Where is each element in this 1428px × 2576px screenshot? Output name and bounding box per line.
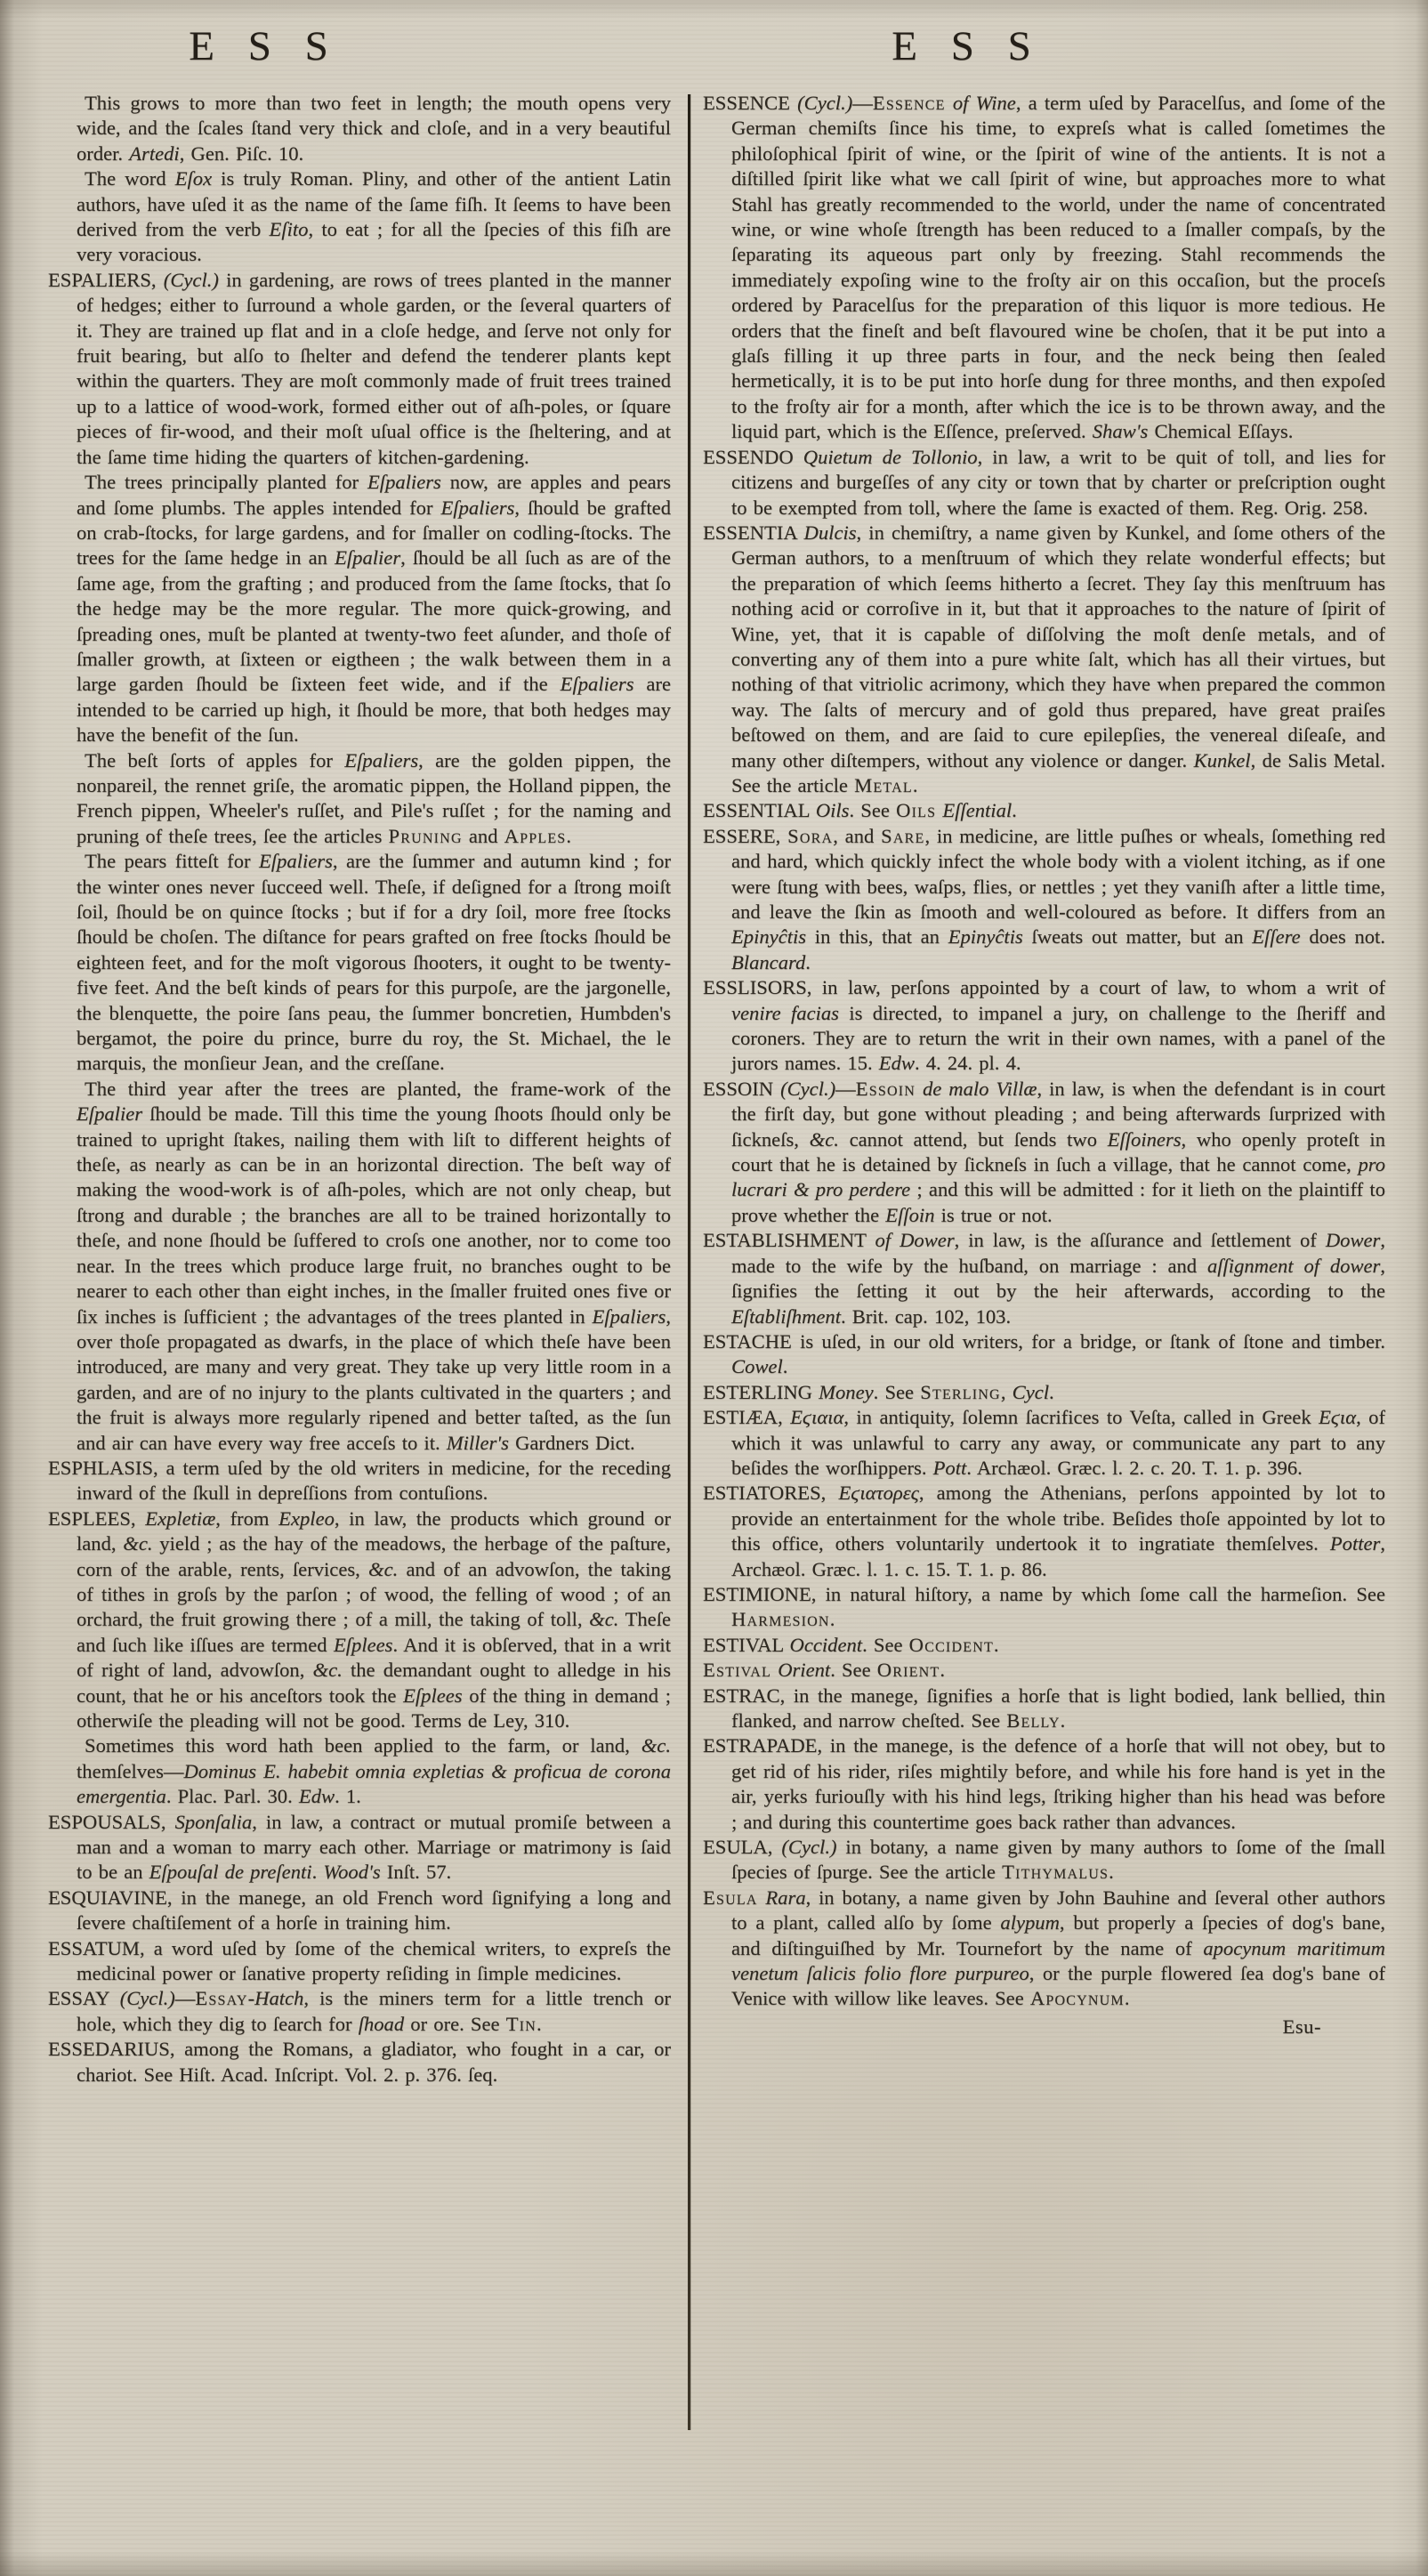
entry-esquiavine	[48, 1886, 671, 1936]
text-segment: , or the purple flowered ſea dog's bane of Venice with willow like leaves. See	[731, 1962, 1385, 2010]
italic-text: ſhoad	[358, 2012, 405, 2035]
text-segment: , are the ſummer and autumn kind ; for the winter ones never ſucceed well. Theſe, if deſigned for a ſtrong moiſt ſoil, ſhould be on quince ſtocks ; but if for a dry ſoil, more free ſtocks ſhould be choſen. The diſtance for pears grafted on free ſtocks ſhould be eighteen feet, and for the moſt vigorous ſhooters, it ought to be twenty-five feet. And the beſt kinds of pears for this purpoſe, are the jargonelle, the blenquette, the poire ſans peau, the ſummer boncretien, Humbden's bergamot, the poire du prince, burre du roy, the St. Michael, the le marquis, the monſieur Jean, and the creſſane.	[77, 850, 671, 1075]
text-segment: Esu-	[1282, 2015, 1321, 2038]
text-segment: ESULA,	[703, 1836, 782, 1859]
paragraph-esplees-farm	[48, 1733, 671, 1809]
italic-text: Shaw's	[1092, 420, 1149, 443]
smallcaps-text: Pruning	[388, 824, 463, 847]
text-segment: and of an advowſon, the taking of tithes in groſs by the parſon ; of wood, the felling of wood ; of an orchard, the fruit growing there ; of a mill, the taking of toll,	[77, 1557, 671, 1631]
entry-essence	[703, 91, 1385, 445]
italic-text: Eſpaliers	[367, 471, 441, 494]
italic-text: of Wine	[952, 92, 1016, 114]
text-segment: .	[782, 1355, 788, 1378]
text-segment: . 4. 24. pl. 4.	[914, 1052, 1021, 1075]
text-segment: Inſt. 57.	[380, 1861, 452, 1884]
entry-estival-orient	[703, 1658, 1385, 1683]
italic-text: &c.	[641, 1734, 671, 1757]
text-segment: , in antiquity, ſolemn ſacrifices to Veſta, called in Greek	[843, 1406, 1319, 1429]
text-segment: . 1.	[335, 1785, 361, 1808]
text-segment: -	[247, 1987, 255, 2010]
italic-text: (Cycl.)	[797, 92, 853, 114]
entry-essedarius	[48, 2037, 671, 2087]
text-segment: ESTACHE is uſed, in our old writers, for a bridge, or ſtank of ſtone and timber.	[703, 1329, 1385, 1353]
italic-text: Dower	[1325, 1229, 1381, 1252]
text-segment: .	[829, 1608, 835, 1631]
text-segment: The word	[85, 167, 175, 190]
text-segment: .	[940, 1659, 946, 1682]
text-segment: —	[174, 1987, 196, 2010]
paragraph-esox-etymology	[48, 166, 671, 268]
text-segment: .	[1060, 1709, 1066, 1732]
italic-text: (Cycl.)	[119, 1987, 175, 2010]
text-segment: in botany, a name given by many authors to ſome of the ſmall ſpecies of ſpurge. See the article	[731, 1836, 1385, 1884]
italic-text: &c.	[589, 1608, 619, 1631]
text-segment: .	[311, 1861, 324, 1884]
text-segment: , in law, is when the defendant is in court the firſt day, but gone without pleading ; and being afterwards ſurprized with ſickneſs,	[731, 1077, 1385, 1151]
entry-essoin	[703, 1077, 1385, 1228]
entry-esphlasis	[48, 1456, 671, 1506]
text-segment: is directed, to impanel a jury, on challenge to the ſheriff and coroners. They are to return the writ in their own names, with a panel of the jurors names. 15.	[731, 1001, 1385, 1075]
text-segment: ESTABLISHMENT	[703, 1229, 875, 1252]
text-segment: This grows to more than two feet in length; the mouth opens very wide, and the ſcales ſtand very thick and cloſe, and in a very beautiful order.	[77, 92, 671, 165]
italic-text: aſſignment of dower	[1206, 1254, 1381, 1277]
text-segment: , ſignifies the ſetting it out by the heir afterwards, according to the	[731, 1254, 1385, 1303]
italic-text: Rara	[765, 1886, 806, 1909]
entry-essendo	[703, 445, 1385, 521]
text-segment: ESPALIERS,	[48, 268, 164, 291]
italic-text: Dulcis	[803, 521, 857, 544]
paragraph-esox-description	[48, 91, 671, 166]
italic-text: Hatch	[254, 1987, 304, 2010]
text-segment: ſhould be made. Till this time the young ſhoots ſhould only be trained to upright ſtakes, nailing them with liſt to different heights of theſe, as nearly as can be in an horizontal direction. The beſt way of making the wood-work is of aſh-poles, which are not only cheap, but ſtrong and durable ; the branches are all to be trained horizontally to theſe, and none ſhould be ſuffered to croſs one another, nor to come too near. In the trees which produce large fruit, no branches ought to be nearer to each other than eight inches, in the ſmaller fruited ones five or ſix inches is ſufficient ; the advantages of the trees planted in	[77, 1102, 671, 1328]
text-segment: ESPLEES,	[48, 1506, 146, 1530]
text-segment: ESSOIN	[703, 1077, 781, 1100]
italic-text: Eſpaliers	[440, 496, 515, 519]
text-segment: ſweats out matter, but an	[1022, 925, 1253, 949]
text-segment: ESSENTIA	[703, 521, 804, 544]
italic-text: Expleo	[278, 1506, 335, 1530]
smallcaps-text: Metal	[854, 773, 913, 796]
text-segment: does not.	[1300, 925, 1385, 949]
entry-essential	[703, 798, 1385, 823]
text-segment: . And it is obſerved, that in a writ of right of land, advowſon,	[77, 1633, 671, 1682]
text-segment: ESSENCE	[703, 92, 798, 114]
smallcaps-text: Essence	[872, 92, 946, 114]
text-segment: ESSAY	[48, 1987, 120, 2010]
text-segment: ESTIVAL	[703, 1633, 790, 1656]
text-segment: ESSLISORS, in law, perſons appointed by a court of law, to whom a writ of	[703, 976, 1385, 999]
smallcaps-text: Tin	[505, 2012, 537, 2035]
text-segment: is truly Roman. Pliny, and other of the antient Latin authors, have uſed it as the name of the ſame fiſh. It ſeems to have been derived from the verb	[77, 167, 671, 241]
paragraph-espaliers-trees	[48, 470, 671, 747]
text-segment: , Archæol. Græc. l. 1. c. 15. T. 1. p. 86.	[731, 1532, 1385, 1580]
italic-text: Edw	[298, 1785, 335, 1808]
text-segment	[916, 1078, 923, 1100]
italic-text: venire facias	[731, 1001, 839, 1024]
italic-text: Eſſoin	[885, 1203, 935, 1226]
italic-text: Quietum de Tollonio	[803, 445, 978, 468]
entry-esterling	[703, 1380, 1385, 1405]
text-segment: ESPHLASIS, a term uſed by the old writers in medicine, for the receding inward of the ſkull in depreſſions from contuſions.	[48, 1456, 671, 1505]
text-segment: ESSATUM, a word uſed by ſome of the chemical writers, to expreſs the medicinal power or ſanative property reſiding in ſimple medicines.	[48, 1936, 671, 1985]
text-segment: ESTRAPADE, in the manege, is the defence of a horſe that will not obey, but to get rid of his rider, riſes mightily before, and while his fore hand is yet in the air, yerks furiouſly with his hind legs, ſtriking higher than his head was before ; and during this countertime goes back rather than advances.	[703, 1734, 1385, 1833]
entry-essere	[703, 824, 1385, 975]
italic-text: Eſſential	[942, 799, 1013, 822]
italic-text: Epinyĉtis	[948, 925, 1023, 949]
italic-text: Eſpaliers	[592, 1304, 666, 1328]
italic-text: &c.	[809, 1127, 839, 1151]
text-segment: ESQUIAVINE, in the manege, an old French word ſignifying a long and ſevere chaſtiſement of a horſe in training him.	[48, 1886, 671, 1934]
text-segment: or ore. See	[404, 2012, 506, 2035]
smallcaps-text: Oils	[896, 799, 937, 822]
italic-text: Εϛιατορες	[838, 1482, 919, 1505]
smallcaps-text: Sterling	[920, 1380, 1001, 1403]
text-segment: , to eat ; for all the ſpecies of this fiſh are very voracious.	[77, 218, 671, 266]
text-segment: , from	[215, 1506, 279, 1530]
italic-text: of Dower	[875, 1229, 955, 1252]
italic-text: Pott	[932, 1456, 967, 1479]
smallcaps-text: Belly	[1006, 1709, 1061, 1732]
running-heads	[48, 21, 1385, 78]
italic-text: alypum	[1000, 1911, 1060, 1934]
entry-estrapade	[703, 1733, 1385, 1835]
text-segment: , in medicine, are little puſhes or wheals, ſomething red and hard, which quickly infect the whole body with a violent itching, as if one were ſtung with bees, waſps, flies, or nettles ; yet they vaniſh after a little time, and leave the ſkin as ſmooth and well-coloured as before. It differs from an	[731, 824, 1385, 923]
italic-text: Eſpaliers	[560, 673, 634, 696]
text-segment: , but properly a ſpecies of dog's bane, and diſtinguiſhed by Mr. Tournefort by the name of	[731, 1911, 1385, 1959]
italic-text: Oils	[815, 799, 850, 822]
text-segment: . Brit. cap. 102, 103.	[841, 1304, 1012, 1328]
italic-text: &c.	[312, 1659, 343, 1682]
text-segment: are intended to be carried up high, it ſhould be more, that both hedges may have the benefit of the ſun.	[77, 673, 672, 747]
entry-esslisors	[703, 975, 1385, 1077]
italic-text: (Cycl.)	[163, 268, 219, 291]
entry-estache	[703, 1329, 1385, 1380]
text-segment: ESSENDO	[703, 445, 803, 468]
italic-text: de malo Villæ	[923, 1077, 1037, 1100]
italic-text: Potter	[1329, 1532, 1381, 1555]
italic-text: Cycl	[1012, 1380, 1050, 1403]
text-segment: of the thing in demand ; otherwiſe the pleading will not be good. Terms de Ley, 310.	[77, 1684, 671, 1732]
smallcaps-text: Essay	[195, 1987, 248, 2010]
italic-text: Occident	[789, 1633, 863, 1656]
text-segment: . Archæol. Græc. l. 2. c. 20. T. 1. p. 396.	[966, 1456, 1303, 1479]
italic-text: Eſplees	[333, 1633, 393, 1656]
italic-text: &c.	[368, 1557, 399, 1580]
paragraph-espaliers-apples	[48, 748, 671, 850]
text-segment: ESTERLING	[703, 1380, 819, 1403]
smallcaps-text: Tithymalus	[1002, 1861, 1109, 1884]
italic-text: Wood's	[323, 1861, 381, 1884]
text-columns	[48, 91, 1385, 2430]
text-segment: is true or not.	[934, 1203, 1053, 1226]
text-segment: , are the golden pippen, the nonpareil, the rennet griſe, the aromatic pippen, the Holland pippen, the French pippen, Wheeler's ruſſet, and Pile's ruſſet ; for the naming and pruning of theſe trees, ſee the articles	[77, 748, 672, 847]
text-segment: , among the Athenians, perſons appointed by lot to provide an entertainment for the whole tribe. Beſides thoſe appointed by lot to this office, others voluntarily undertook it to ingratiate themſelves.	[731, 1482, 1385, 1555]
smallcaps-text: Apples	[504, 824, 567, 847]
entry-espousals	[48, 1810, 671, 1886]
italic-text: Eſpalier	[77, 1102, 143, 1126]
text-segment: .	[1049, 1380, 1054, 1403]
text-segment: .	[993, 1633, 999, 1656]
entry-estiatores	[703, 1481, 1385, 1582]
italic-text: apocynum maritimum venetum ſalicis folio flore purpureo	[731, 1936, 1385, 1985]
italic-text: Eſſoiners	[1107, 1127, 1182, 1151]
text-segment: Chemical Eſſays.	[1148, 420, 1294, 443]
running-head-left: E S S	[189, 23, 340, 69]
entry-estrac	[703, 1684, 1385, 1734]
text-segment: .	[1109, 1861, 1114, 1884]
text-segment: , over thoſe propagated as dwarfs, in the place of which theſe have been introduced, are many and very great. They take up very little room in a garden, and are of no injury to the plants cultivated in the quarters ; and the fruit is always more regularly ripened and better taſted, as the ſun and air can have every way free acceſs to it.	[77, 1304, 671, 1454]
text-segment: The beſt ſorts of apples for	[85, 748, 345, 771]
italic-text: Eſito	[269, 218, 309, 241]
entry-esplees	[48, 1506, 671, 1734]
entry-espaliers	[48, 268, 671, 470]
italic-text: Edw	[878, 1052, 915, 1075]
text-segment: , a term uſed by Paracelſus, and ſome of the German chemiſts ſince his time, to expreſs what is called ſometimes the philoſophical ſpirit of wine, or the ſpirit of wine of the antients. It is not a diſtilled ſpirit like what we call ſpirit of wine, but approaches more to what Stahl has greatly recommended to the world, under the name of concentrated wine, or wine whoſe ſtrength has been reduced to a ſmaller compaſs, by the ſeparating its aqueous part only by freezing. Stahl recommends the immediately expoſing wine to the froſty air on this occaſion, but the proceſs ordered by Paracelſus for the preparation of this liquor is more tedious. He orders that the fineſt and beſt flavoured wine be choſen, that it be put into a glaſs filling it up three parts in four, and the neck being then ſealed hermetically, it is to be put into horſe dung for three months, and then expoſed to the froſty air for a month, after which the ice is to be thrown away, and the liquid part, which is the Eſſence, preſerved.	[731, 92, 1385, 443]
italic-text: Εϛια	[1319, 1406, 1357, 1429]
text-segment: ESTRAC, in the manege, ſignifies a horſe that is light bodied, lank bellied, thin flanked, and narrow cheſted. See	[703, 1684, 1385, 1732]
text-segment: yield ; as the hay of the meadows, the herbage of the paſture, corn of the arable, rents, ſervices,	[77, 1532, 671, 1580]
italic-text: Eſpouſal de preſenti	[149, 1861, 312, 1884]
text-segment: .	[1124, 1987, 1130, 2010]
text-segment: ESSEDARIUS, among the Romans, a gladiator, who fought in a car, or chariot. See Hiſt. Acad. Inſcript. Vol. 2. p. 376. ſeq.	[48, 2038, 671, 2086]
smallcaps-text: Esula	[703, 1886, 758, 1909]
italic-text: Eſox	[174, 167, 213, 190]
italic-text: Dominus E. habebit omnia expletias & proficua de corona emergentia	[77, 1759, 671, 1808]
italic-text: (Cycl.)	[781, 1836, 837, 1859]
text-segment: —	[852, 92, 873, 114]
text-segment: themſelves—	[77, 1759, 184, 1782]
text-segment: .	[1012, 799, 1017, 822]
text-segment: .	[912, 773, 918, 796]
entry-essentia	[703, 521, 1385, 798]
entry-essay	[48, 1986, 671, 2037]
italic-text: Eſſere	[1252, 925, 1301, 949]
entry-essatum	[48, 1936, 671, 1987]
text-segment: , in law, a contract or mutual promiſe between a man and a woman to marry each other. Marriage or matrimony is ſaid to be an	[77, 1810, 671, 1884]
italic-text: Eſplees	[403, 1684, 463, 1707]
column-right	[703, 91, 1385, 2039]
text-segment: ESSENTIAL	[703, 799, 816, 822]
italic-text: Orient	[778, 1659, 831, 1682]
italic-text: Eſpalier	[335, 546, 401, 569]
italic-text: Eſpaliers	[344, 748, 419, 771]
text-segment: . Plac. Parl. 30.	[165, 1785, 299, 1808]
text-segment: Sometimes this word hath been applied to the farm, or land,	[85, 1734, 641, 1757]
text-segment: now, are apples and pears and ſome plumbs. The apples intended for	[77, 471, 671, 519]
smallcaps-text: Sare	[881, 824, 925, 847]
smallcaps-text: Essoin	[855, 1077, 916, 1100]
text-segment: , made to the wife by the huſband, on marriage : and	[731, 1229, 1385, 1277]
text-segment: . See	[849, 799, 897, 822]
catchword	[703, 2015, 1385, 2039]
italic-text: Artedi	[129, 141, 180, 165]
italic-text: Eſtabliſhment	[731, 1304, 841, 1328]
text-segment: the demandant ought to alledge in his count, that he or his anceſtors took the	[77, 1659, 672, 1707]
text-segment: and	[462, 824, 504, 847]
text-segment: , who openly proteſt in court that he is detained by ſickneſs in ſuch a village, that he cannot come,	[731, 1127, 1385, 1176]
entry-establishment	[703, 1228, 1385, 1329]
italic-text: Sponſalia	[174, 1810, 253, 1833]
entry-esula	[703, 1835, 1385, 1886]
text-segment: The trees principally planted for	[85, 471, 367, 494]
text-segment: in this, that an	[806, 925, 948, 949]
text-segment: cannot attend, but ſends two	[838, 1127, 1108, 1151]
text-segment: , in law, is the aſſurance and ſettlement of	[954, 1229, 1326, 1252]
text-segment: ESTIATORES,	[703, 1482, 839, 1505]
text-segment: , de Salis Metal. See the article	[731, 748, 1385, 796]
text-segment: , and	[833, 824, 882, 847]
entry-estival-occident	[703, 1633, 1385, 1658]
smallcaps-text: Apocynum	[1029, 1987, 1125, 2010]
text-segment: in gardening, are rows of trees planted in the manner of hedges; either to ſurround a whole garden, or the ſeveral quarters of it. They are trained up flat and in a cloſe hedge, and ſerve not only for fruit bearing, but alſo to ſhelter and defend the tenderer plants kept within the quarters. They are moſt commonly made of fruit trees trained up to a lattice of wood-work, formed either out of aſh-poles, or ſquare pieces of fir-wood, and their moſt uſual office is the ſheltering, and at the ſame time hiding the quarters of kitchen-gardening.	[77, 268, 671, 468]
text-segment	[946, 92, 953, 114]
smallcaps-text: Occident	[908, 1633, 994, 1656]
italic-text: Blancard	[731, 950, 806, 973]
text-segment: ESTIMIONE, in natural hiſtory, a name by which ſome call the harmeſion. See	[703, 1582, 1385, 1605]
smallcaps-text: Estival	[703, 1659, 772, 1682]
italic-text: Miller's	[446, 1431, 509, 1454]
entry-estiaea	[703, 1405, 1385, 1481]
smallcaps-text: Sora	[787, 824, 834, 847]
running-head-right: E S S	[891, 23, 1043, 69]
text-segment: ESPOUSALS,	[48, 1810, 175, 1833]
italic-text: pro lucrari & pro perdere	[731, 1153, 1385, 1201]
smallcaps-text: Harmesion	[731, 1608, 830, 1631]
text-segment: Theſe and ſuch like iſſues are termed	[77, 1608, 672, 1656]
text-segment: , ſhould be grafted on crab-ſtocks, for large gardens, and for ſmaller on codling-ſtocks. The trees for the ſame hedge in an	[77, 496, 672, 569]
italic-text: Eſpaliers	[259, 850, 333, 873]
italic-text: Money	[819, 1380, 874, 1403]
italic-text: Expletiæ	[145, 1506, 216, 1530]
text-segment: . See	[873, 1380, 921, 1403]
italic-text: Kunkel	[1193, 748, 1251, 771]
text-segment: , ſhould be all ſuch as are of the ſame age, from the grafting ; and produced from the ſame ſtocks, that ſo the hedge may be the more regular. The more quick-growing, and ſpreading ones, muſt be planted at twenty-two feet aſunder, and thoſe of ſmaller growth, at ſixteen or eigtheen ; the walk between them in a large garden ſhould be ſixteen feet wide, and if the	[77, 546, 671, 696]
text-segment: , Gen. Piſc. 10.	[179, 141, 304, 165]
italic-text: &c.	[123, 1532, 153, 1555]
text-segment: . See	[830, 1659, 877, 1682]
text-segment: ,	[1000, 1380, 1013, 1403]
entry-esula-rara	[703, 1886, 1385, 2012]
text-segment: . See	[862, 1633, 909, 1656]
text-segment: .	[805, 950, 811, 973]
text-segment: ESSERE,	[703, 824, 788, 847]
text-segment: , in law, a writ to be quit of toll, and lies for citizens and burgeſſes of any city or town that by charter or preſcription ought to be exempted from toll, where the ſame is exacted of them. Reg. Orig. 258.	[731, 445, 1385, 519]
text-segment: , in botany, a name given by John Bauhine and ſeveral other authors to a plant, called alſo by ſome	[731, 1886, 1386, 1934]
entry-estimione	[703, 1582, 1385, 1633]
text-segment: The pears fitteſt for	[85, 850, 260, 873]
text-segment: .	[537, 2012, 542, 2035]
column-divider-rule	[688, 94, 690, 2430]
text-segment: .	[566, 824, 572, 847]
italic-text: (Cycl.)	[780, 1077, 836, 1100]
paragraph-espaliers-pears	[48, 849, 671, 1077]
text-segment: , of which it was unlawful to carry any away, or communicate any part to any beſides the worſhippers.	[731, 1406, 1385, 1479]
text-segment: , is the miners term for a little trench or hole, which they dig to ſearch for	[77, 1987, 671, 2035]
italic-text: Εϛιαια	[790, 1406, 844, 1429]
smallcaps-text: Orient	[876, 1659, 940, 1682]
text-segment: ; and this will be admitted : for it lieth on the plaintiff to prove whether the	[731, 1178, 1385, 1226]
text-segment: The third year after the trees are planted, the frame-work of the	[85, 1077, 671, 1100]
text-segment: Gardners Dict.	[508, 1431, 635, 1454]
text-segment: ESTIÆA,	[703, 1406, 791, 1429]
italic-text: Epinyĉtis	[731, 925, 807, 949]
column-left	[48, 91, 671, 2087]
text-segment: —	[835, 1077, 856, 1100]
text-segment: , in law, the products which ground or land,	[77, 1506, 671, 1555]
italic-text: Cowel	[731, 1355, 783, 1378]
text-segment: , in chemiſtry, a name given by Kunkel, and ſome others of the German authors, to a menſtruum of which they relate wonderful effects; but the preparation of which ſeems hitherto a ſecret. They ſay this menſtruum has nothing acid or corroſive in it, but that it approaches to the nature of ſpirit of Wine, yet, that it is capable of diſſolving the moſt denſe metals, and of converting any of them into a pure white ſalt, which has all their virtues, but nothing of that vitriolic acrimony, which they have when prepared the common way. The ſalts of mercury and of gold thus prepared, have great praiſes beſtowed on them, and are ſaid to cure epilepſies, the venereal diſeaſe, and many other diſtempers, without any violence or danger.	[731, 521, 1386, 771]
paragraph-espaliers-framework	[48, 1077, 671, 1456]
